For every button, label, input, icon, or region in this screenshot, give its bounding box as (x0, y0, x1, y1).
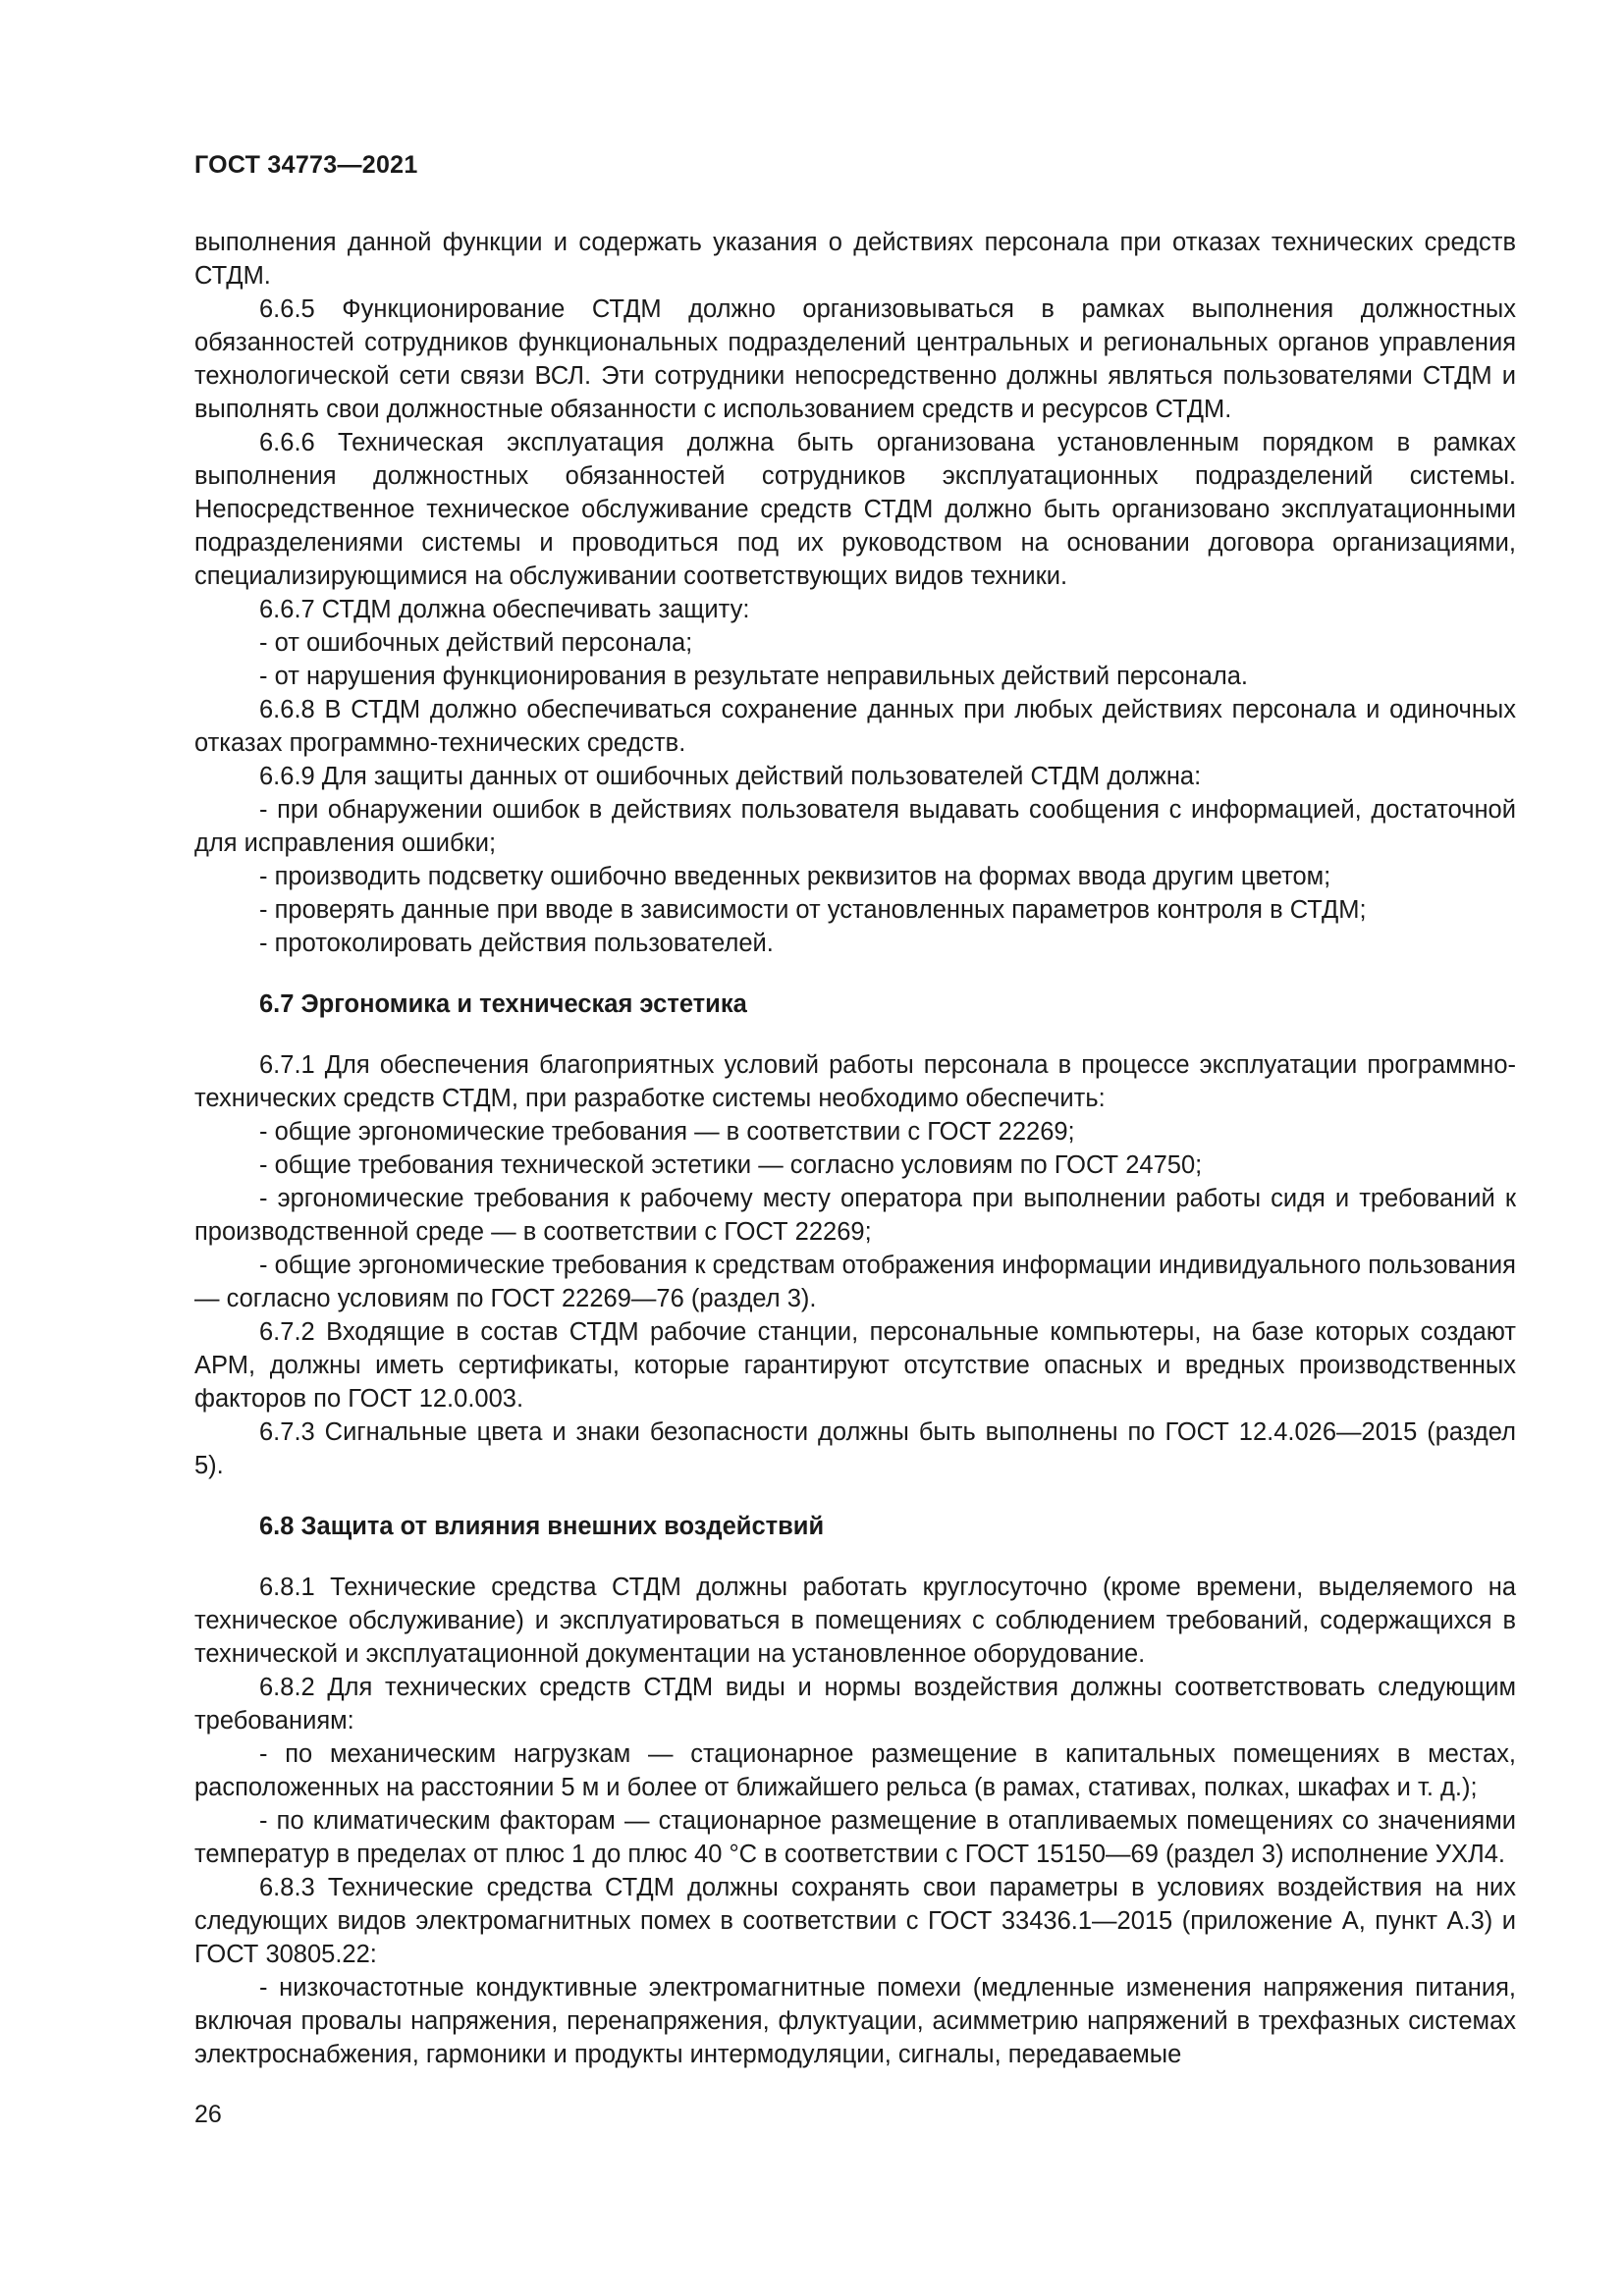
paragraph: 6.8.3 Технические средства СТДМ должны сохранять свои параметры в условиях воздействия на них следующих видов электромагнитных помех в соответствии с ГОСТ 33436.1—2015 (приложение А, пункт А.3) и ГОСТ 30805.22: (194, 1874, 1516, 1968)
paragraph: - по климатическим факторам — стационарное размещение в отапливаемых помещениях со значениями температур в пределах от плюс 1 до плюс 40 °С в соответствии с ГОСТ 15150—69 (раздел 3) исполнение УХЛ4. (194, 1807, 1516, 1868)
paragraph: 6.6.7 СТДМ должна обеспечивать защиту: (259, 596, 750, 623)
paragraph: 6.6.6 Техническая эксплуатация должна быть организована установленным порядком в рамках выполнения должностных обязанностей сотрудников эксплуатационных подразделений системы. Непосредственное техническое обслуживание средств СТДМ должно быть организовано эксплуатационными подразделениями системы и проводиться под их руководством на основании договора организациями, специализирующимися на обслуживании соответствующих видов техники. (194, 429, 1516, 590)
section-heading: 6.7 Эргономика и техническая эстетика (259, 990, 747, 1018)
document-body (194, 226, 1516, 2071)
document-header: ГОСТ 34773—2021 (194, 151, 418, 179)
paragraph: - общие эргономические требования к средствам отображения информации индивидуального пользования — согласно условиям по ГОСТ 22269—76 (раздел 3). (194, 1252, 1516, 1312)
paragraph: выполнения данной функции и содержать указания о действиях персонала при отказах технических средств СТДМ. (194, 229, 1516, 290)
paragraph: 6.6.5 Функционирование СТДМ должно организовываться в рамках выполнения должностных обязанностей сотрудников функциональных подразделений центральных и региональных органов управления технологической сети связи ВСЛ. Эти сотрудники непосредственно должны являться пользователями СТДМ и выполнять свои должностные обязанности с использованием средств и ресурсов СТДМ. (194, 295, 1516, 423)
paragraph: 6.8.1 Технические средства СТДМ должны работать круглосуточно (кроме времени, выделяемого на техническое обслуживание) и эксплуатироваться в помещениях с соблюдением требований, содержащихся в технической и эксплуатационной документации на установленное оборудование. (194, 1574, 1516, 1668)
paragraph: 6.6.9 Для защиты данных от ошибочных действий пользователей СТДМ должна: (259, 763, 1202, 790)
paragraph: 6.7.3 Сигнальные цвета и знаки безопасности должны быть выполнены по ГОСТ 12.4.026—2015 (раздел 5). (194, 1418, 1516, 1479)
paragraph: 6.7.2 Входящие в состав СТДМ рабочие станции, персональные компьютеры, на базе которых создают АРМ, должны иметь сертификаты, которые гарантируют отсутствие опасных и вредных производственных факторов по ГОСТ 12.0.003. (194, 1318, 1516, 1413)
page-number: 26 (194, 2101, 222, 2128)
paragraph: 6.8.2 Для технических средств СТДМ виды и нормы воздействия должны соответствовать следующим требованиям: (194, 1674, 1516, 1735)
paragraph: - эргономические требования к рабочему месту оператора при выполнении работы сидя и требований к производственной среде — в соответствии с ГОСТ 22269; (194, 1185, 1516, 1246)
paragraph: - при обнаружении ошибок в действиях пользователя выдавать сообщения с информацией, достаточной для исправления ошибки; (194, 796, 1516, 857)
paragraph: - проверять данные при вводе в зависимости от установленных параметров контроля в СТДМ; (259, 896, 1367, 924)
paragraph: - общие требования технической эстетики — согласно условиям по ГОСТ 24750; (259, 1151, 1203, 1179)
section-heading: 6.8 Защита от влияния внешних воздействий (259, 1513, 825, 1540)
paragraph: - общие эргономические требования — в соответствии с ГОСТ 22269; (259, 1118, 1075, 1146)
paragraph: 6.6.8 В СТДМ должно обеспечиваться сохранение данных при любых действиях персонала и одиночных отказах программно-технических средств. (194, 696, 1516, 757)
paragraph: - от ошибочных действий персонала; (259, 629, 693, 657)
paragraph: - низкочастотные кондуктивные электромагнитные помехи (медленные изменения напряжения питания, включая провалы напряжения, перенапряжения, флуктуации, асимметрию напряжений в трехфазных системах электроснабжения, гармоники и продукты интермодуляции, сигналы, передаваемые (194, 1974, 1516, 2068)
paragraph: - производить подсветку ошибочно введенных реквизитов на формах ввода другим цветом; (259, 863, 1331, 890)
paragraph: - от нарушения функционирования в результате неправильных действий персонала. (259, 663, 1248, 690)
paragraph: 6.7.1 Для обеспечения благоприятных условий работы персонала в процессе эксплуатации программно-технических средств СТДМ, при разработке системы необходимо обеспечить: (194, 1051, 1516, 1112)
paragraph: - по механическим нагрузкам — стационарное размещение в капитальных помещениях в местах, расположенных на расстоянии 5 м и более от ближайшего рельса (в рамах, стативах, полках, шкафах и т. д.); (194, 1740, 1516, 1801)
paragraph: - протоколировать действия пользователей. (259, 930, 774, 957)
